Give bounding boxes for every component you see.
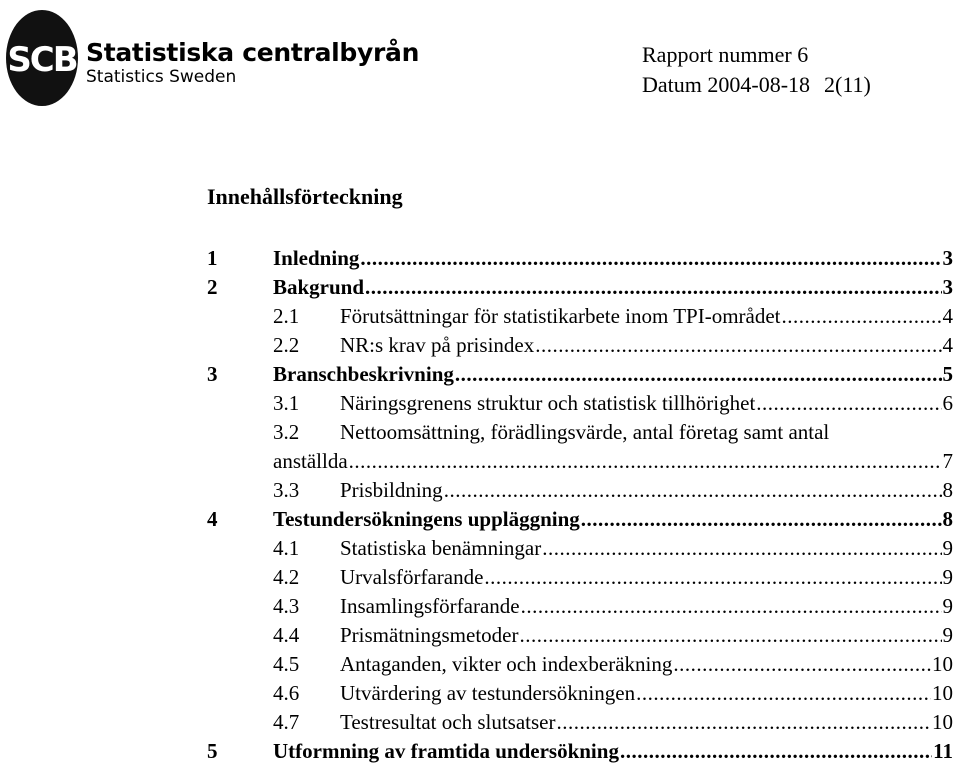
toc-entry-page: 4	[942, 304, 953, 328]
toc-entry-number: 4.6	[273, 681, 300, 705]
toc-entry-number: 2.1	[273, 304, 300, 328]
toc-entry-title[interactable]: NR:s krav på prisindex	[340, 333, 535, 357]
toc-entry-number: 4.4	[273, 623, 300, 647]
toc-entry-number: 4	[207, 507, 218, 531]
toc-entry-number: 4.3	[273, 594, 300, 618]
leader-dots	[542, 534, 941, 563]
report-date: Datum 2004-08-18	[642, 72, 811, 97]
toc-entry-title[interactable]: Inledning	[273, 246, 360, 270]
toc-entry[interactable]	[0, 418, 959, 447]
toc-heading: Innehållsförteckning	[207, 184, 403, 209]
leader-dots	[484, 563, 941, 592]
toc-entry-number: 1	[207, 246, 218, 270]
toc-entry-page: 5	[942, 362, 953, 386]
leader-dots	[673, 650, 931, 679]
toc-entry-title[interactable]: Utvärdering av testundersökningen	[340, 681, 636, 705]
leader-dots	[444, 476, 942, 505]
toc-entry-number: 3.2	[273, 420, 300, 444]
toc-entry-continuation[interactable]	[0, 447, 959, 476]
leader-dots	[521, 592, 942, 621]
org-name: Statistiska centralbyrån	[86, 38, 420, 67]
table-of-contents	[0, 244, 959, 766]
leader-dots	[360, 244, 941, 273]
scb-logo-icon	[4, 8, 84, 108]
toc-entry[interactable]	[0, 534, 959, 563]
toc-entry-number: 2	[207, 275, 218, 299]
page-indicator: 2(11)	[824, 72, 871, 97]
toc-entry-page: 4	[942, 333, 953, 357]
toc-entry[interactable]	[0, 244, 959, 273]
leader-dots	[581, 505, 942, 534]
report-info	[642, 40, 871, 100]
toc-entry[interactable]	[0, 505, 959, 534]
report-number: Rapport nummer 6	[642, 42, 809, 67]
scb-logo	[4, 8, 424, 108]
toc-entry-number: 3.1	[273, 391, 300, 415]
leader-dots	[620, 737, 932, 766]
toc-entry-page: 9	[942, 594, 953, 618]
leader-dots	[535, 331, 941, 360]
toc-entry-page: 11	[933, 739, 953, 763]
toc-entry-title[interactable]: Branschbeskrivning	[273, 362, 454, 386]
leader-dots	[519, 621, 941, 650]
leader-dots	[782, 302, 942, 331]
toc-entry-title[interactable]: Testundersökningens uppläggning	[273, 507, 580, 531]
toc-entry-title[interactable]: Nettoomsättning, förädlingsvärde, antal företag samt antal	[340, 420, 830, 444]
leader-dots	[636, 679, 931, 708]
toc-entry-number: 4.7	[273, 710, 300, 734]
toc-entry-title[interactable]: Utformning av framtida undersökning	[273, 739, 619, 763]
toc-entry-page: 7	[942, 449, 953, 473]
toc-entry-page: 9	[942, 565, 953, 589]
toc-entry[interactable]	[0, 389, 959, 418]
toc-entry-page: 3	[942, 246, 953, 270]
toc-entry[interactable]	[0, 302, 959, 331]
toc-entry-page: 10	[932, 652, 953, 676]
toc-entry[interactable]	[0, 679, 959, 708]
toc-entry-page: 6	[942, 391, 953, 415]
toc-entry-title[interactable]: Näringsgrenens struktur och statistisk tillhörighet	[340, 391, 756, 415]
toc-entry[interactable]	[0, 708, 959, 737]
toc-entry-number: 3	[207, 362, 218, 386]
toc-entry-title[interactable]: Prisbildning	[340, 478, 443, 502]
toc-entry-title[interactable]: Statistiska benämningar	[340, 536, 542, 560]
toc-entry-page: 9	[942, 536, 953, 560]
toc-entry-page: 3	[942, 275, 953, 299]
toc-entry[interactable]	[0, 650, 959, 679]
toc-entry-number: 4.1	[273, 536, 300, 560]
toc-entry-title[interactable]: Bakgrund	[273, 275, 365, 299]
toc-entry[interactable]	[0, 273, 959, 302]
toc-entry-page: 10	[932, 710, 953, 734]
toc-entry-title-cont[interactable]: anställda	[273, 449, 348, 473]
toc-entry-title[interactable]: Förutsättningar för statistikarbete inom TPI-området	[340, 304, 781, 328]
toc-entry[interactable]	[0, 563, 959, 592]
toc-entry-number: 3.3	[273, 478, 300, 502]
toc-entry-page: 8	[942, 478, 953, 502]
leader-dots	[455, 360, 942, 389]
logo-mark-text: SCB	[7, 40, 77, 80]
leader-dots	[756, 389, 941, 418]
toc-entry[interactable]	[0, 737, 959, 766]
leader-dots	[349, 447, 942, 476]
toc-entry-number: 4.5	[273, 652, 300, 676]
report-date-line	[642, 70, 871, 100]
toc-entry-page: 10	[932, 681, 953, 705]
toc-entry-number: 4.2	[273, 565, 300, 589]
toc-entry-number: 2.2	[273, 333, 300, 357]
toc-entry[interactable]	[0, 360, 959, 389]
toc-entry[interactable]	[0, 621, 959, 650]
toc-entry-title[interactable]: Testresultat och slutsatser	[340, 710, 556, 734]
toc-entry-title[interactable]: Insamlingsförfarande	[340, 594, 520, 618]
toc-entry[interactable]	[0, 476, 959, 505]
toc-entry[interactable]	[0, 592, 959, 621]
toc-entry[interactable]	[0, 331, 959, 360]
toc-entry-page: 9	[942, 623, 953, 647]
toc-entry-title[interactable]: Urvalsförfarande	[340, 565, 484, 589]
toc-entry-title[interactable]: Prismätningsmetoder	[340, 623, 519, 647]
toc-entry-page: 8	[942, 507, 953, 531]
toc-entry-title[interactable]: Antaganden, vikter och indexberäkning	[340, 652, 673, 676]
toc-entry-number: 5	[207, 739, 218, 763]
leader-dots	[556, 708, 931, 737]
leader-dots	[365, 273, 941, 302]
org-name-en: Statistics Sweden	[86, 67, 237, 87]
